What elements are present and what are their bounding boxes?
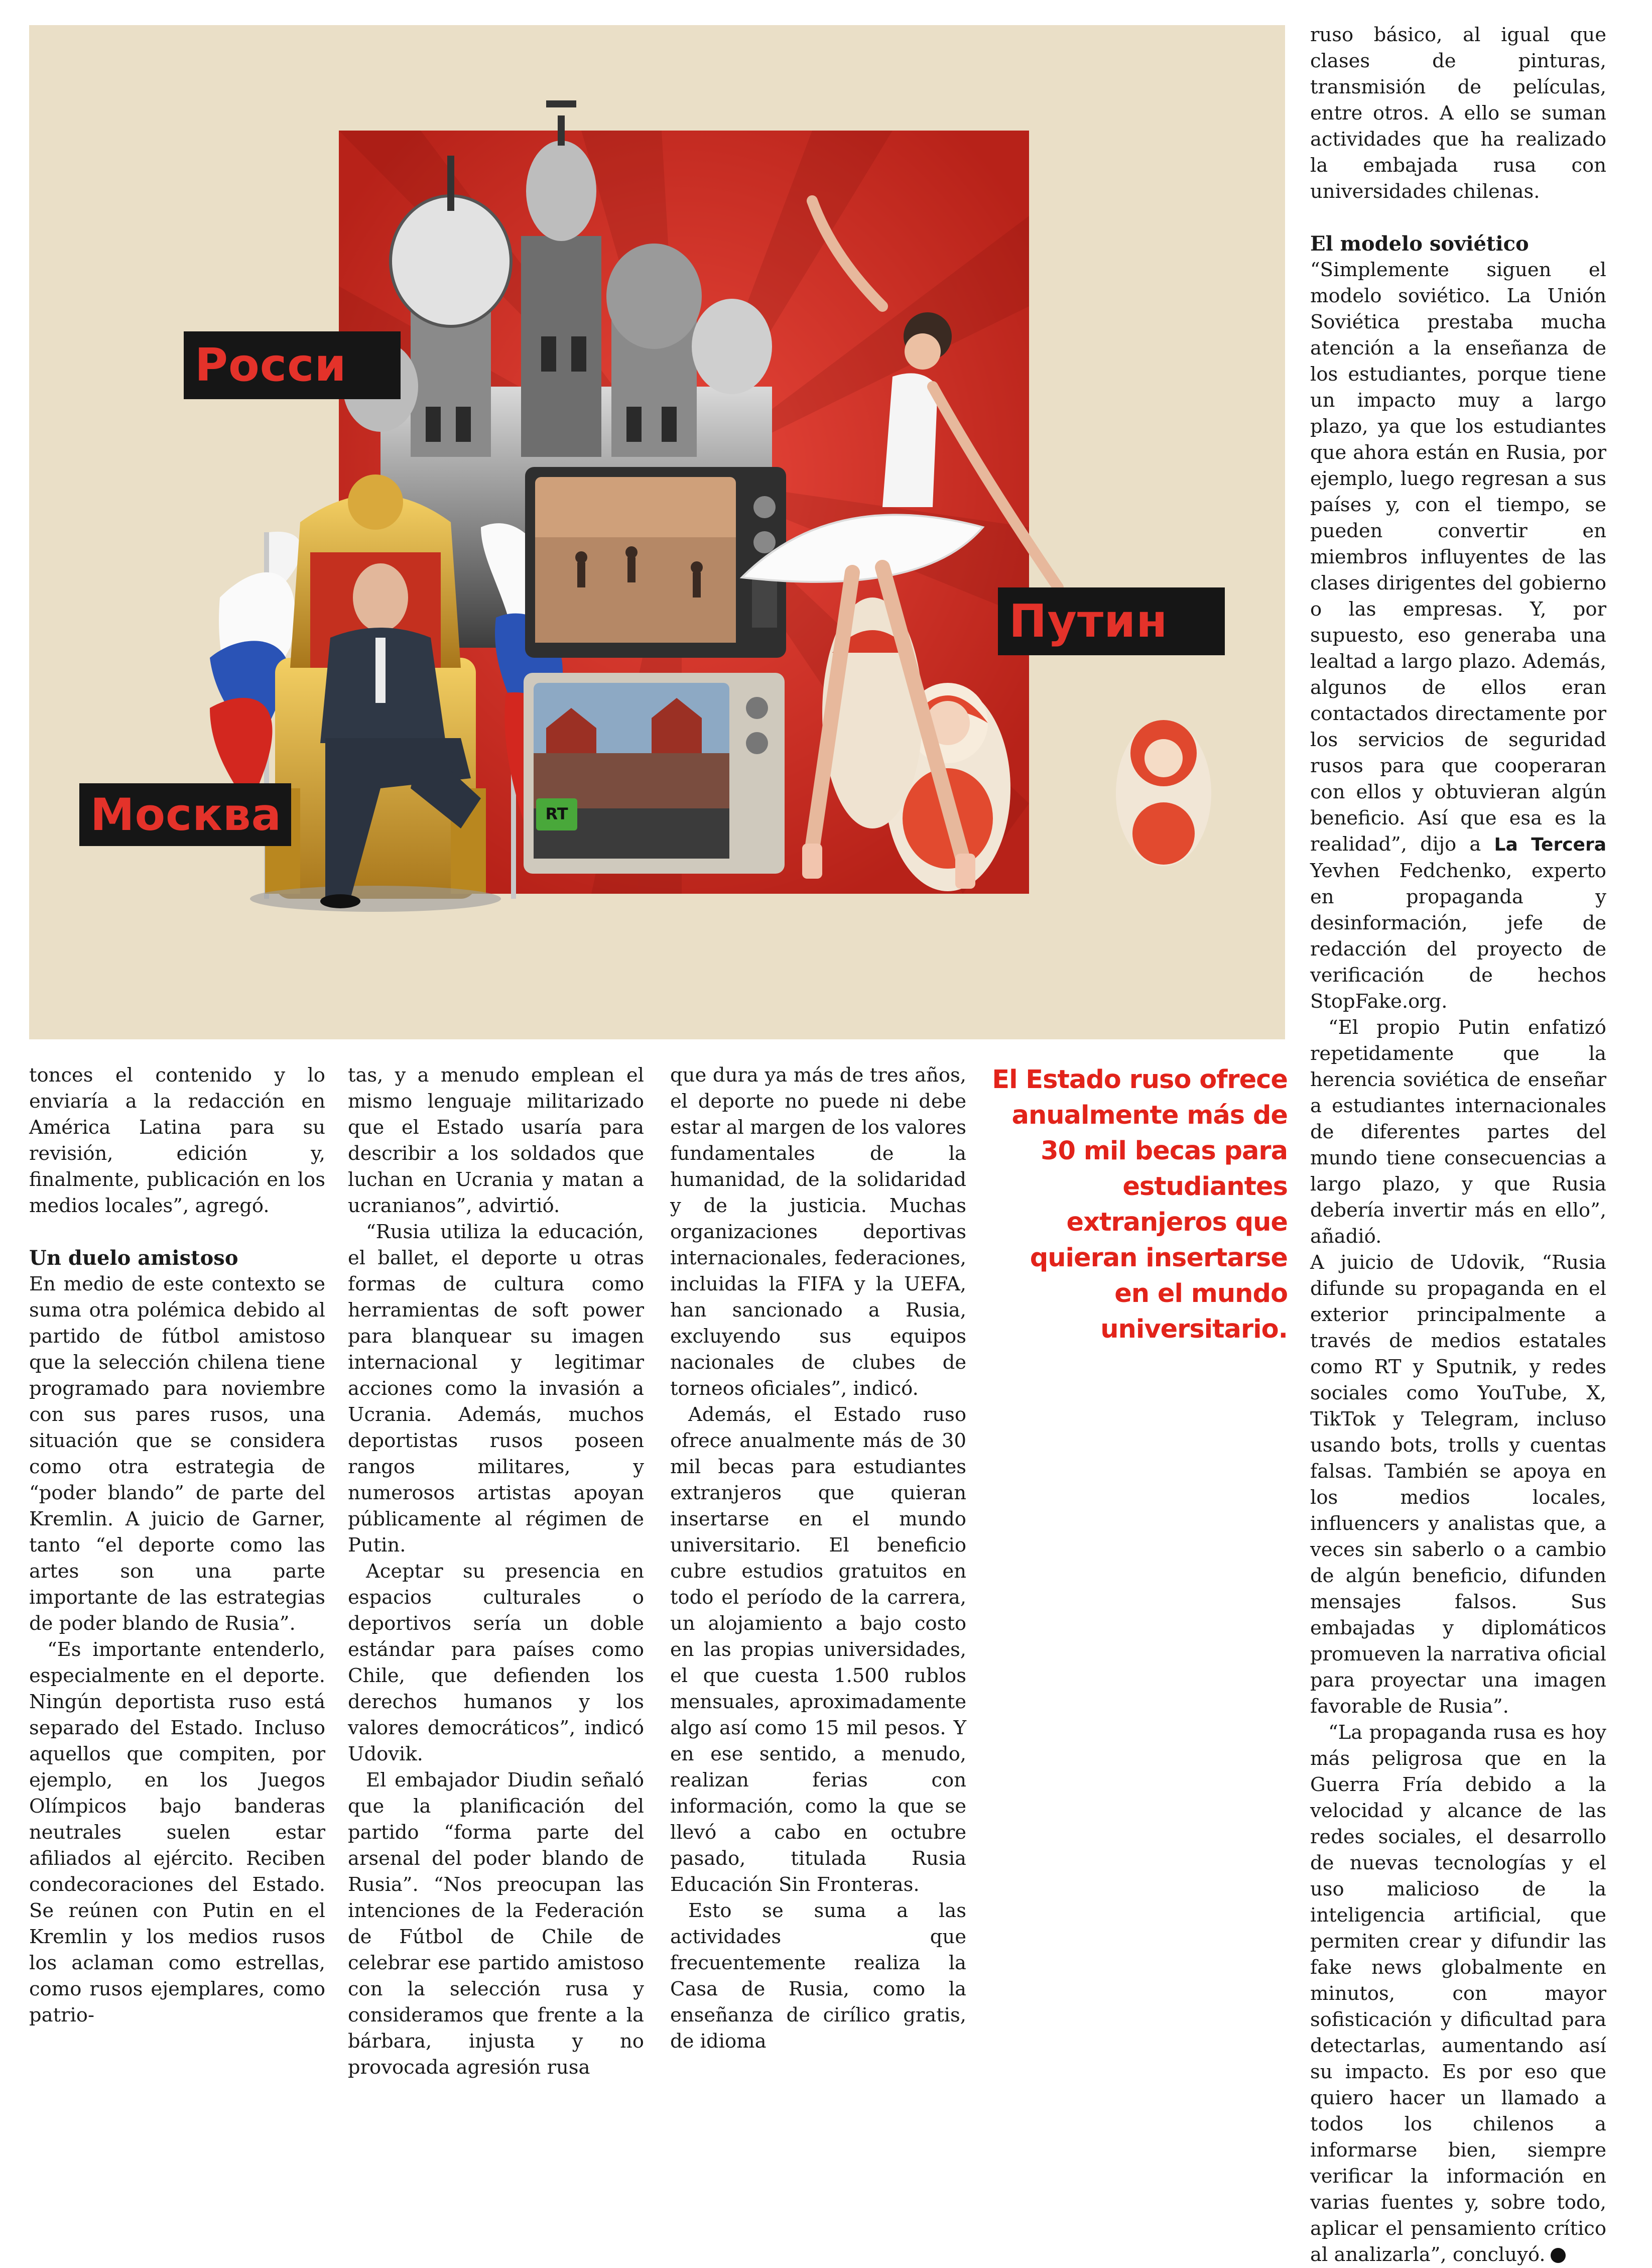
paragraph-text: Yevhen Fedchenko, experto en propaganda y desinformación, jefe de redacción del proyecto de verificación de hechos StopFake.org. <box>1310 860 1606 1013</box>
paragraph: “Rusia utiliza la educación, el ballet, el deporte u otras formas de cultura como herramientas de soft power para blanquear su imagen internacional y legitimar acciones como la invasión a Ucrania. Además, muchos deportistas rusos poseen rangos militares, y numerosos artistas apoyan públicamente al régimen de Putin. <box>348 1221 644 1557</box>
paragraph: El embajador Diudin señaló que la planificación del partido “forma parte del arsenal del poder blando de Rusia”. “Nos preocupan las intenciones de la Federación de Fútbol de Chile de celebrar ese partido amistoso con la selección rusa y consideramos que frente a la bárbara, injusta y no provocada agresión rusa <box>348 1769 644 2079</box>
paragraph: tonces el contenido y lo enviaría a la redacción en América Latina para su revisión, edición y, finalmente, publicación en los medios locales”, agregó. <box>29 1064 325 1217</box>
label-putin: Путин <box>998 587 1225 655</box>
column-4 <box>1310 22 1606 2268</box>
subheading: El modelo soviético <box>1310 232 1529 256</box>
pull-quote: El Estado ruso ofrece anualmente más de 30 mil becas para estudiantes extranjeros que quieran insertarse en el mundo universitario. <box>992 1065 1288 1344</box>
paragraph <box>1310 1720 1606 2268</box>
paragraph: A juicio de Udovik, “Rusia difunde su propaganda en el exterior principalmente a través de medios estatales como RT y Sputnik, y redes sociales como YouTube, X, TikTok y Telegram, incluso usando bots, trolls y cuentas falsas. También se apoya en los medios locales, influencers y analistas que, a veces sin saberlo o a cambio de algún beneficio, difunden mensajes falsos. Sus embajadas y diplomáticos promueven la narrativa oficial para proyectar una imagen favorable de Rusia”. <box>1310 1251 1606 1718</box>
paragraph: Además, el Estado ruso ofrece anualmente más de 30 mil becas para estudiantes extranjeros que quieran insertarse en el mundo universitario. El beneficio cubre estudios gratuitos en todo el período de la carrera, un alojamiento a bajo costo en las propias universidades, el que cuesta 1.500 rublos mensuales, aproximadamente algo así como 15 mil pesos. Y en ese sentido, a menudo, realizan ferias con información, como la que se llevó a cabo en octubre pasado, titulada Rusia Educación Sin Fronteras. <box>670 1403 966 1896</box>
paragraph-text: “La propaganda rusa es hoy más peligrosa que en la Guerra Fría debido a la velocidad y alcance de las redes sociales, el desarrollo de nuevas tecnologías y el uso malicioso de la inteligencia artificial, que permiten crear y difundir las fake news globalmente en minutos, con mayor sofisticación y dificultad para detectarlas, aumentando así su impacto. Es por eso que quiero hacer un llamado a todos los chilenos a informarse bien, siempre verificar la información en varias fuentes y, sobre todo, aplicar el pensamiento crítico al analizarla”, concluyó. <box>1310 1721 1606 2266</box>
collage-artwork <box>29 25 1285 1039</box>
publication-name: La Tercera <box>1494 834 1606 855</box>
paragraph: “El propio Putin enfatizó repetidamente que la herencia soviética de enseñar a estudiantes internacionales de diferentes partes del mundo tiene consecuencias a largo plazo, y que Rusia debería invertir más en ello”, añadió. <box>1310 1016 1606 1248</box>
column-1 <box>29 1062 325 2028</box>
label-russia: Росси <box>184 331 401 399</box>
tv-icon-bottom <box>524 673 785 874</box>
paragraph: Esto se suma a las actividades que frecuentemente realiza la Casa de Rusia, como la enseñanza de cirílico gratis, de idioma <box>670 1899 966 2053</box>
column-3 <box>670 1062 966 2055</box>
paragraph <box>1310 257 1606 1015</box>
paragraph: “Es importante entenderlo, especialmente en el deporte. Ningún deportista ruso está separado del Estado. Incluso aquellos que compiten, por ejemplo, en los Juegos Olímpicos bajo banderas neutrales suelen estar afiliados al ejército. Reciben condecoraciones del Estado. Se reúnen con Putin en el Kremlin y los medios rusos los aclaman como estrellas, como rusos ejemplares, como patrio- <box>29 1638 325 2026</box>
paragraph: En medio de este contexto se suma otra polémica debido al partido de fútbol amistoso que la selección chilena tiene programado para noviembre con sus pares rusos, una situación que se considera como otra estrategia de “poder blando” de parte del Kremlin. A juicio de Garner, tanto “el deporte como las artes son una parte importante de las estrategias de poder blando de Rusia”. <box>29 1273 325 1635</box>
tv-icon-top <box>525 467 786 658</box>
column-2 <box>348 1062 644 2081</box>
paragraph: tas, y a menudo emplean el mismo lenguaje militarizado que el Estado usaría para describir a los soldados que luchan en Ucrania y matan a ucranianos”, advirtió. <box>348 1064 644 1217</box>
collage-illustration <box>29 25 1285 1039</box>
paragraph: ruso básico, al igual que clases de pinturas, transmisión de películas, entre otros. A ello se suman actividades que ha realizado la embajada rusa con universidades chilenas. <box>1310 24 1606 203</box>
paragraph: Aceptar su presencia en espacios culturales o deportivos sería un doble estándar para países como Chile, que defienden los derechos humanos y los valores democráticos”, indicó Udovik. <box>348 1560 644 1765</box>
subheading: Un duelo amistoso <box>29 1246 238 1270</box>
end-mark-icon <box>1551 2248 1566 2263</box>
label-moscow: Москва <box>79 783 291 846</box>
paragraph: que dura ya más de tres años, el deporte no puede ni debe estar al margen de los valores fundamentales de la humanidad, de la solidaridad y de la justicia. Muchas organizaciones deportivas internacionales, federaciones, incluidas la FIFA y la UEFA, han sancionado a Rusia, excluyendo sus equipos nacionales de clubes de torneos oficiales”, indicó. <box>670 1064 966 1400</box>
rt-badge: RT <box>545 804 568 823</box>
paragraph-text: “Simplemente siguen el modelo soviético. La Unión Soviética prestaba mucha atención a la enseñanza de los estudiantes, porque tiene un impacto muy a largo plazo, ya que los estudiantes que ahora están en Rusia, por ejemplo, luego regresan a sus países y, con el tiempo, se pueden convertir en miembros influyentes de las clases dirigentes del gobierno o las empresas. Y, por supuesto, eso generaba una lealtad a largo plazo. Además, algunos de ellos eran contactados directamente por los servicios de seguridad rusos para que cooperaran con ellos y obtuvieran algún beneficio. Así que esa es la realidad”, dijo a <box>1310 259 1606 856</box>
